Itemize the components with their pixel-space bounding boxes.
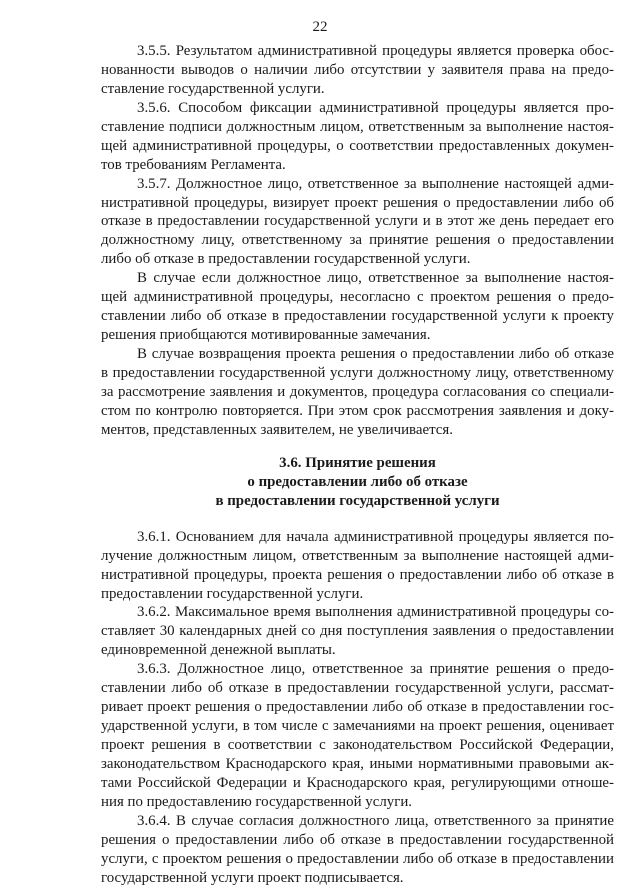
paragraph-line: за рассмотрение заявления и документов, процедура согласования со специали-	[101, 383, 614, 400]
paragraph-line: 3.5.6. Способом фиксации административной процедуры является про-	[137, 99, 614, 116]
paragraph-line: проект решения в соответствии с законодательством Российской Федерации,	[101, 737, 614, 753]
paragraph-line: предоставлении государственной услуги.	[101, 585, 364, 602]
paragraph	[101, 528, 614, 604]
paragraph-line: ставлении либо об отказе в предоставлении государственной услуги, рассмат-	[101, 680, 614, 697]
paragraph	[101, 603, 614, 660]
paragraph-line: щей административной процедуры, о соответствии предоставленных докумен-	[101, 137, 614, 154]
section-3-5	[101, 42, 614, 440]
paragraph	[101, 175, 614, 270]
paragraph-line: 3.6.2. Максимальное время выполнения административной процедуры со-	[137, 604, 614, 621]
paragraph-line: ставляет 30 календарных дней со дня поступления заявления о предоставлении	[101, 623, 614, 640]
paragraph-line: ставление подписи должностным лицом, ответственным за выполнение настоя-	[101, 118, 614, 135]
paragraph-line: ния по предоставлению государственной услуги.	[101, 793, 413, 810]
paragraph-line: щей административной процедуры, несогласно с проектом решения о предо-	[101, 289, 614, 306]
section-3-6-heading	[101, 454, 614, 511]
paragraph-line: законодательством Краснодарского края, иными нормативными правовыми ак-	[101, 755, 614, 772]
paragraph-line: 3.6.1. Основанием для начала административной процедуры является по-	[137, 528, 614, 545]
paragraph-line: услуги, с проектом решения о предоставлении либо об отказе в предоставлении	[101, 850, 614, 867]
paragraph-line: В случае возвращения проекта решения о предоставлении либо об отказе	[137, 346, 614, 362]
heading-line: 3.6. Принятие решения	[279, 454, 436, 471]
paragraph-line: ударственной услуги, в том числе с замечаниями на проект решения, оценивает	[101, 718, 614, 735]
paragraph-line: решения о предоставлении либо об отказе в предоставлении государственной	[101, 831, 614, 848]
paragraph-line: 3.5.5. Результатом административной процедуры является проверка обос-	[137, 43, 614, 59]
paragraph-line: государственной услуги проект подписывается.	[101, 869, 404, 886]
paragraph-line: 3.6.4. В случае согласия должностного лица, ответственного за принятие	[137, 812, 614, 829]
paragraph-line: ставление государственной услуги.	[101, 80, 325, 97]
document-body	[101, 42, 614, 888]
paragraph	[101, 269, 614, 345]
paragraph-line: отказе в предоставлении государственной услуги и в этот же день передает его	[101, 213, 614, 230]
paragraph-line: должностному лицу, ответственному за принятие решения о предоставлении	[101, 232, 614, 249]
paragraph-line: нованности выводов о наличии либо отсутствии у заявителя права на предо-	[101, 61, 614, 78]
page-number: 22	[312, 19, 328, 35]
paragraph-line: в предоставлении государственной услуги должностному лицу, ответственному	[101, 364, 614, 381]
paragraph-line: ментов, представленных заявителем, не увеличивается.	[101, 421, 453, 438]
paragraph	[101, 812, 614, 888]
paragraph	[101, 42, 614, 99]
paragraph	[101, 99, 614, 175]
paragraph-line: тов требованиям Регламента.	[101, 156, 286, 173]
paragraph-line: тами Российской Федерации и Краснодарского края, регулирующими отноше-	[101, 774, 614, 791]
paragraph	[101, 660, 614, 812]
heading-line: в предоставлении государственной услуги	[215, 492, 500, 509]
paragraph-line: решения приобщаются мотивированные замечания.	[101, 327, 431, 344]
heading-line: о предоставлении либо об отказе	[247, 473, 468, 490]
paragraph-line: лучение должностным лицом, ответственным за выполнение настоящей адми-	[101, 547, 614, 564]
paragraph-line: ривает проект решения о предоставлении либо об отказе в предоставлении гос-	[101, 699, 614, 716]
section-3-6	[101, 528, 614, 888]
paragraph-line: либо об отказе в предоставлении государственной услуги.	[101, 251, 471, 268]
paragraph-line: 3.5.7. Должностное лицо, ответственное за выполнение настоящей адми-	[137, 175, 614, 192]
paragraph-line: нистративной процедуры, проекта решения о предоставлении либо об отказе в	[101, 566, 614, 583]
paragraph-line: единовременной денежной выплаты.	[101, 642, 336, 659]
paragraph-line: ставлении либо об отказе в предоставлении государственной услуги к проекту	[101, 308, 614, 325]
paragraph-line: нистративной процедуры, визирует проект решения о предоставлении либо об	[101, 194, 614, 211]
paragraph-line: В случае если должностное лицо, ответственное за выполнение настоя-	[137, 270, 614, 287]
paragraph-line: стом по контролю повторяется. При этом срок рассмотрения заявления и доку-	[101, 402, 614, 419]
paragraph-line: 3.6.3. Должностное лицо, ответственное за принятие решения о предо-	[137, 661, 614, 678]
paragraph	[101, 345, 614, 440]
